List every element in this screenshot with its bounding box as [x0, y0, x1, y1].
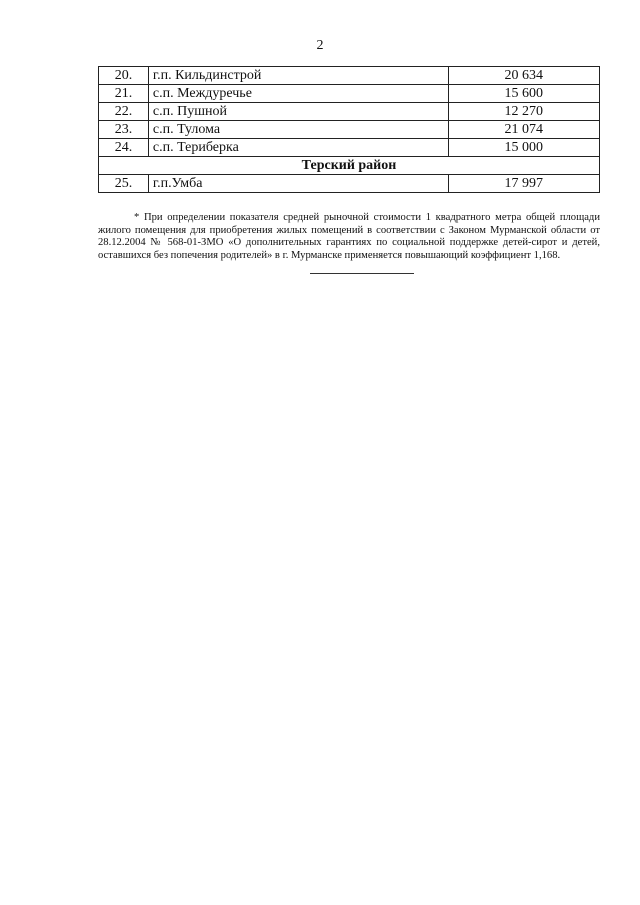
table-row: [99, 139, 600, 157]
row-number: 24.: [99, 139, 149, 157]
row-number: 21.: [99, 85, 149, 103]
settlement-name: с.п. Териберка: [148, 139, 448, 157]
table-row: [99, 103, 600, 121]
settlement-name: г.п. Кильдинстрой: [148, 67, 448, 85]
table-row: [99, 85, 600, 103]
row-number: 20.: [99, 67, 149, 85]
section-header-row: [99, 157, 600, 175]
page-number: 2: [316, 38, 324, 53]
separator-line: [310, 273, 414, 274]
settlement-name: с.п. Тулома: [148, 121, 448, 139]
price-value: 21 074: [448, 121, 599, 139]
row-number: 25.: [99, 175, 149, 193]
table-row: [99, 67, 600, 85]
settlement-name: с.п. Междуречье: [148, 85, 448, 103]
footnote: * При определении показателя средней рыночной стоимости 1 квадратного метра общей площади жилого помещения для приобретения жилых помещений в соответствии с Законом Мурманской области от 28.12.2004 № 568-01-ЗМО «О дополнительных гарантиях по социальной поддержке детей-сирот и детей, оставшихся без попечения родителей» в г. Мурманске применяется повышающий коэффициент 1,168.: [98, 212, 600, 261]
price-value: 17 997: [448, 175, 599, 193]
price-value: 15 000: [448, 139, 599, 157]
table-row: [99, 121, 600, 139]
row-number: 22.: [99, 103, 149, 121]
price-value: 15 600: [448, 85, 599, 103]
price-value: 12 270: [448, 103, 599, 121]
price-table: [98, 66, 600, 193]
settlement-name: с.п. Пушной: [148, 103, 448, 121]
row-number: 23.: [99, 121, 149, 139]
table-row: [99, 175, 600, 193]
section-title: Терский район: [99, 157, 600, 175]
settlement-name: г.п.Умба: [148, 175, 448, 193]
price-value: 20 634: [448, 67, 599, 85]
